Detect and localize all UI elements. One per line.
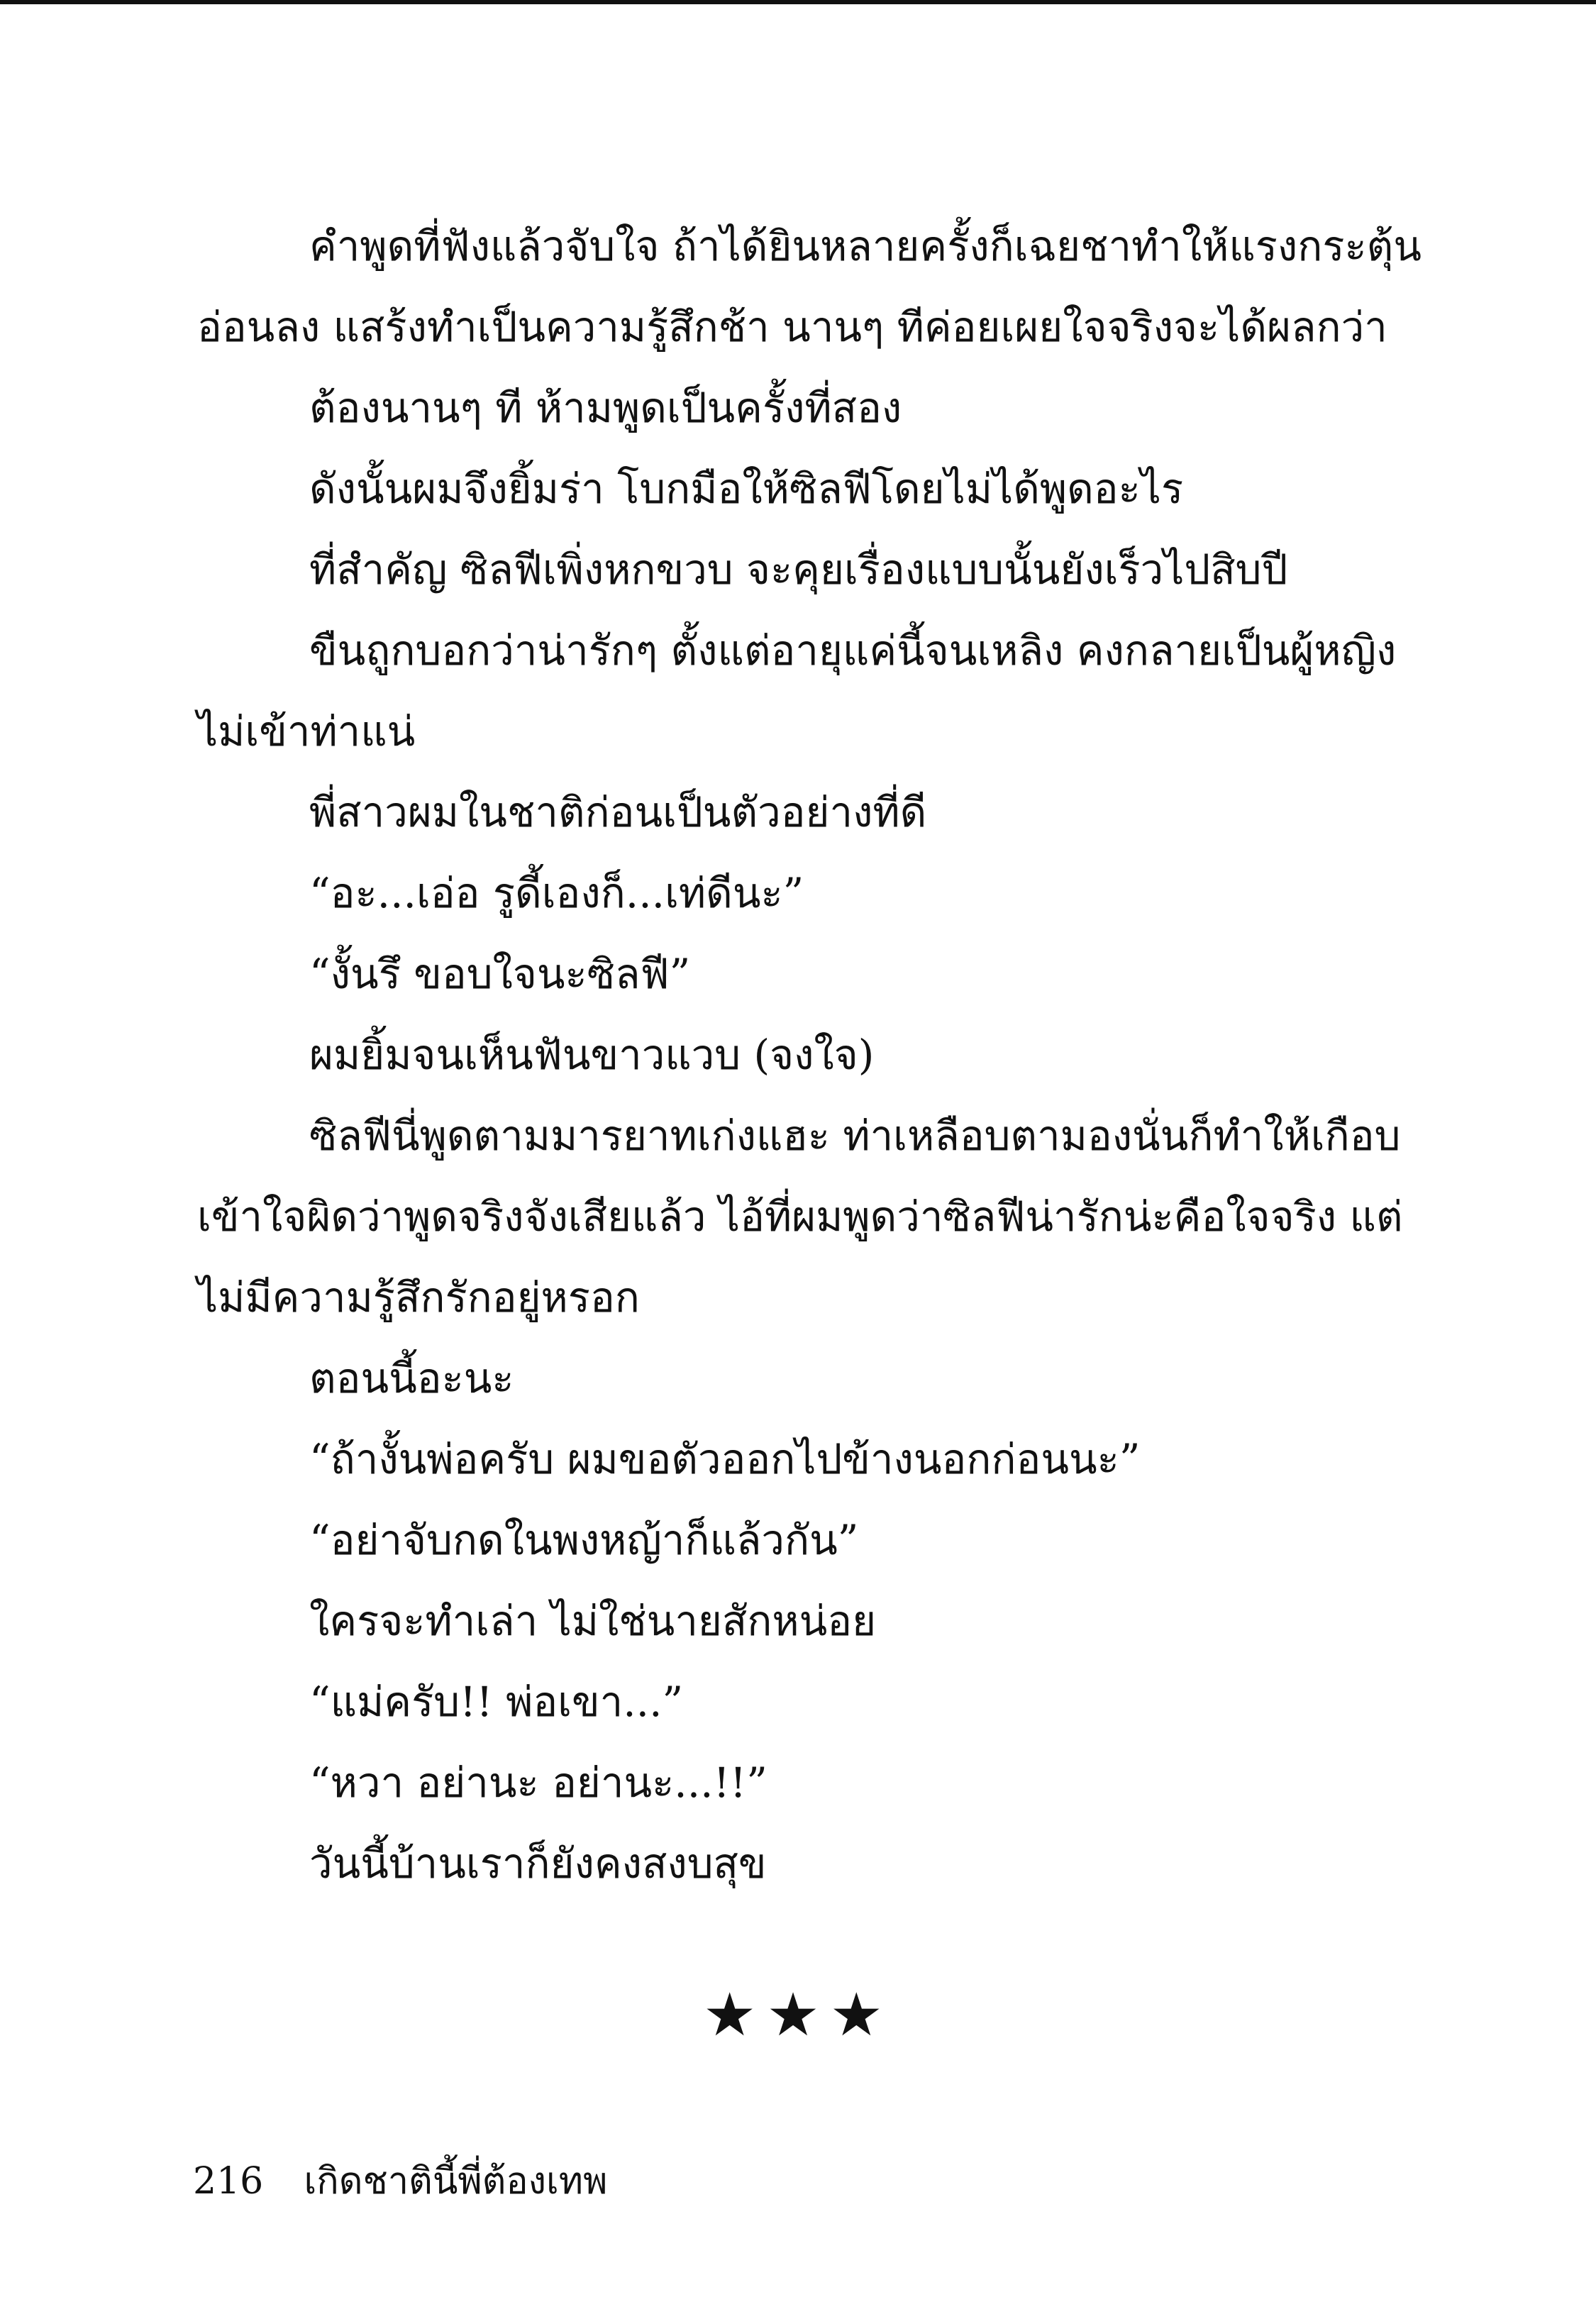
paragraph-line: ไม่เข้าท่าแน่ <box>197 707 416 755</box>
paragraph-line: ขืนถูกบอกว่าน่ารักๆ ตั้งแต่อายุแค่นี้จนเหลิง คงกลายเป็นผู้หญิง <box>309 626 1397 675</box>
paragraph-line: ดังนั้นผมจึงยิ้มร่า โบกมือให้ซิลฟีโดยไม่ได้พูดอะไร <box>309 465 1184 513</box>
paragraph-line: ไม่มีความรู้สึกรักอยู่หรอก <box>197 1273 640 1322</box>
paragraph-line: ต้องนานๆ ที ห้ามพูดเป็นครั้งที่สอง <box>309 384 902 432</box>
dialogue-line: “อะ...เอ่อ รูดี้เองก็...เท่ดีนะ” <box>309 869 804 917</box>
paragraph-line: อ่อนลง แสร้งทำเป็นความรู้สึกช้า นานๆ ทีค่อยเผยใจจริงจะได้ผลกว่า <box>197 303 1387 351</box>
scene-break-stars: ★★★ <box>703 1980 893 2049</box>
top-border-rule <box>0 0 1596 4</box>
dialogue-line: “งั้นรึ ขอบใจนะซิลฟี” <box>309 950 691 998</box>
dialogue-line: “อย่าจับกดในพงหญ้าก็แล้วกัน” <box>309 1516 859 1564</box>
dialogue-line: “ถ้างั้นพ่อครับ ผมขอตัวออกไปข้างนอกก่อนนะ” <box>309 1435 1141 1483</box>
dialogue-line: “แม่ครับ!! พ่อเขา...” <box>309 1678 684 1726</box>
paragraph-line: คำพูดที่ฟังแล้วจับใจ ถ้าได้ยินหลายครั้งก็เฉยชาทำให้แรงกระตุ้น <box>309 222 1422 270</box>
page-number: 216 <box>193 2160 264 2203</box>
page-footer <box>193 2149 607 2213</box>
paragraph-line: เข้าใจผิดว่าพูดจริงจังเสียแล้ว ไอ้ที่ผมพูดว่าซิลฟีน่ารักน่ะคือใจจริง แต่ <box>197 1192 1403 1241</box>
body-text <box>197 206 1422 1904</box>
paragraph-line: ผมยิ้มจนเห็นฟันขาวแวบ (จงใจ) <box>309 1031 875 1079</box>
paragraph-line: ตอนนี้อะนะ <box>309 1354 514 1402</box>
paragraph-line: วันนี้บ้านเราก็ยังคงสงบสุข <box>309 1839 767 1888</box>
dialogue-line: “หวา อย่านะ อย่านะ...!!” <box>309 1759 767 1807</box>
paragraph-line: ซิลฟีนี่พูดตามมารยาทเก่งแฮะ ท่าเหลือบตามองนั่นก็ทำให้เกือบ <box>309 1112 1401 1160</box>
paragraph-line: ใครจะทำเล่า ไม่ใช่นายสักหน่อย <box>309 1597 877 1645</box>
book-title: เกิดชาตินี้พี่ต้องเทพ <box>304 2160 608 2203</box>
paragraph-line: ที่สำคัญ ซิลฟีเพิ่งหกขวบ จะคุยเรื่องแบบนั้นยังเร็วไปสิบปี <box>309 546 1288 594</box>
paragraph-line: พี่สาวผมในชาติก่อนเป็นตัวอย่างที่ดี <box>309 788 927 836</box>
